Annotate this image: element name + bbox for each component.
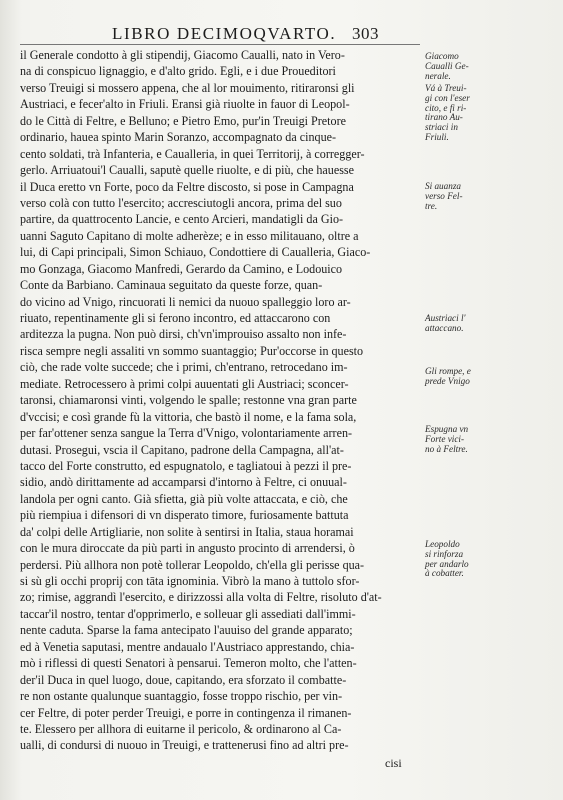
text-line: na di conspicuo lignaggio, e d'alto grido. Egli, e i due Proueditori <box>20 64 336 79</box>
text-line: mediate. Retrocessero à primi colpi auuentati gli Austriaci; sconcer- <box>20 376 349 391</box>
marginal-note-line: gi con l'eser <box>425 92 470 103</box>
marginal-note-5 <box>425 367 483 387</box>
text-line: Austriaci, e fecer'alto in Friuli. Eransi già riuolte in fauor di Leopol- <box>20 97 350 112</box>
text-line: landola per ogni canto. Già sfietta, già più volte attaccata, e ciò, che <box>20 491 348 506</box>
marginal-note-line: striaci in <box>425 122 458 133</box>
marginal-note-line: verso Fel- <box>425 190 463 201</box>
text-line: mò i riflessi di questi Senatori à pensarui. Temeron molto, che l'atten- <box>20 656 357 671</box>
text-line: da' colpi delle Artigliarie, non solite à sentirsi in Italia, staua horamai <box>20 524 354 539</box>
text-line: lui, di Capi principali, Simon Schiauo, Condottiere di Caualleria, Giaco- <box>20 245 371 260</box>
text-line: uanni Saguto Capitano di molte adherèze; e in esso militauano, oltre a <box>20 228 359 243</box>
text-line: ciò, che rade volte succede; che i primi, ch'entrano, retrocedano im- <box>20 360 348 375</box>
marginal-note-7 <box>425 540 483 579</box>
main-text <box>20 47 432 754</box>
marginal-note-line: Austriaci l' <box>425 313 466 323</box>
text-line: con le mura diroccate da più parti in angusto procinto di arrendersi, ò <box>20 541 355 556</box>
text-line: gerlo. Arriuatoui'l Caualli, saputè quelle riuolte, e di più, che hauesse <box>20 163 354 178</box>
marginal-note-line: Friuli. <box>425 131 449 142</box>
marginal-note-1 <box>425 52 483 81</box>
text-line: tacco del Forte construtto, ed espugnatolo, e tagliatoui à pezzi il pre- <box>20 458 352 473</box>
marginal-note-line: prede Vnigo <box>425 375 470 386</box>
text-line: ed à Venetia saputasi, mentre andaualo l'Austriaco apprestando, chia- <box>20 639 355 654</box>
marginal-note-line: si rinforza <box>425 548 464 559</box>
text-line: più riempiua i difensori di vn disperato timore, furiosamente battuta <box>20 508 349 523</box>
marginal-note-line: à cobatter. <box>425 568 464 579</box>
marginal-note-line: attaccano. <box>425 322 464 333</box>
text-line: risca sempre negli assaliti vn sommo suantaggio; Pur'occorse in questo <box>20 343 364 358</box>
running-title: LIBRO DECIMOQVARTO. <box>112 24 337 43</box>
text-line: re non ostante qualunque suantaggio, fosse troppo rischio, per vin- <box>20 689 343 704</box>
marginal-note-line: Vá à Treui- <box>425 83 467 93</box>
text-line: il Generale condotto à gli stipendij, Giacomo Caualli, nato in Vero- <box>20 48 345 62</box>
text-line: partire, da quattrocento Lancie, e cento Arcieri, mandatigli da Gio- <box>20 212 344 227</box>
marginal-note-line: Giacomo <box>425 51 459 61</box>
marginal-note-line: Caualli Ge- <box>425 60 469 71</box>
text-line: dutasi. Prosegui, vscia il Capitano, padrone della Campagna, all'at- <box>20 442 344 457</box>
text-line: verso Treuigi si mossero appena, che al lor mouimento, ritiraronsi gli <box>20 80 355 95</box>
marginal-note-line: tirano Au- <box>425 112 463 123</box>
text-line: ordinario, hauea spinto Marin Soranzo, accompagnato da cinque- <box>20 130 337 145</box>
marginal-note-line: Espugna vn <box>425 424 469 434</box>
text-line: Conte da Barbiano. Caminaua seguitato da queste forze, quan- <box>20 278 323 293</box>
text-line: si sù gli occhi proprij con tāta ignominia. Vibrò la mano à tuttolo sfor- <box>20 574 360 588</box>
marginal-note-line: Si auanza <box>425 181 461 191</box>
text-line: taronsi, chiamaronsi vinti, volgendo le spalle; restonne vna gran parte <box>20 393 357 408</box>
marginal-note-line: per andarlo <box>425 558 469 569</box>
text-line: riuato, repentinamente gli si ferono incontro, ed attaccarono con <box>20 311 331 325</box>
text-line: mo Gonzaga, Giacomo Manfredi, Gerardo da Camino, e Lodouico <box>20 261 343 276</box>
text-line: zo; rimise, aggrandì l'esercito, e dirizzossi alla volta di Feltre, risoluto d'at- <box>20 590 382 605</box>
text-line: cento soldati, trà Infanteria, e Caualleria, in quei Territorij, à corregger- <box>20 146 365 161</box>
text-line: ualli, di condursi di nuouo in Treuigi, e trattenerusi fino ad altri pre- <box>20 738 349 753</box>
text-line: do le Città di Feltre, e Belluno; e Pietro Emo, pur'in Treuigi Pretore <box>20 113 346 128</box>
text-line: perdersi. Più allhora non potè tollerar Leopoldo, ch'ella gli perisse qua- <box>20 557 365 572</box>
text-line: verso colà con tutto l'esercito; accresciutogli ancora, prima del suo <box>20 195 342 210</box>
marginal-note-4 <box>425 314 483 334</box>
text-line: der'il Duca in quel luogo, doue, capitando, era sforzato il combatte- <box>20 672 347 687</box>
text-line: te. Elessero per allhora di euitarne il pericolo, & ordinarono al Ca- <box>20 721 342 736</box>
text-line: taccar'il nostro, tentar d'opprimerlo, e solleuar gli assediati dall'immi- <box>20 606 356 621</box>
page-number: 303 <box>352 24 379 43</box>
header-rule <box>20 44 420 45</box>
text-line: sidio, andò dirittamente ad accamparsi d'intorno à Feltre, ci onuual- <box>20 475 347 490</box>
text-line: nente caduta. Sparse la fama antecipato l'auuiso del grande apparato; <box>20 623 353 638</box>
marginal-note-line: tre. <box>425 200 438 211</box>
marginal-note-line: nerale. <box>425 70 451 81</box>
marginal-note-line: Forte vici- <box>425 433 465 444</box>
text-line: d'vccisi; e così grande fù la vittoria, che bastò il nome, e la fama sola, <box>20 409 357 424</box>
text-line: arditezza la pugna. Non può dirsi, ch'vn'improuiso assalto non infe- <box>20 327 347 342</box>
marginal-note-2 <box>425 84 483 143</box>
marginal-note-6 <box>425 425 483 454</box>
text-line: do vicino ad Vnigo, rincuorati li nemici da nuouo spalleggio loro ar- <box>20 294 351 309</box>
marginal-note-line: no à Feltre. <box>425 443 468 454</box>
marginal-note-line: cito, e fi ri- <box>425 102 467 113</box>
running-header <box>112 24 412 44</box>
text-line: cer Feltre, di poter perder Treuigi, e porre in contingenza il rimanen- <box>20 705 352 720</box>
catchword: cisi <box>385 756 402 770</box>
marginal-note-3 <box>425 182 483 211</box>
marginal-note-line: Gli rompe, e <box>425 366 471 376</box>
text-line: il Duca eretto vn Forte, poco da Feltre discosto, si pose in Campagna <box>20 179 354 194</box>
marginal-note-line: Leopoldo <box>425 539 460 549</box>
text-line: per far'ottener senza sangue la Terra d'Vnigo, volontariamente arren- <box>20 426 353 441</box>
